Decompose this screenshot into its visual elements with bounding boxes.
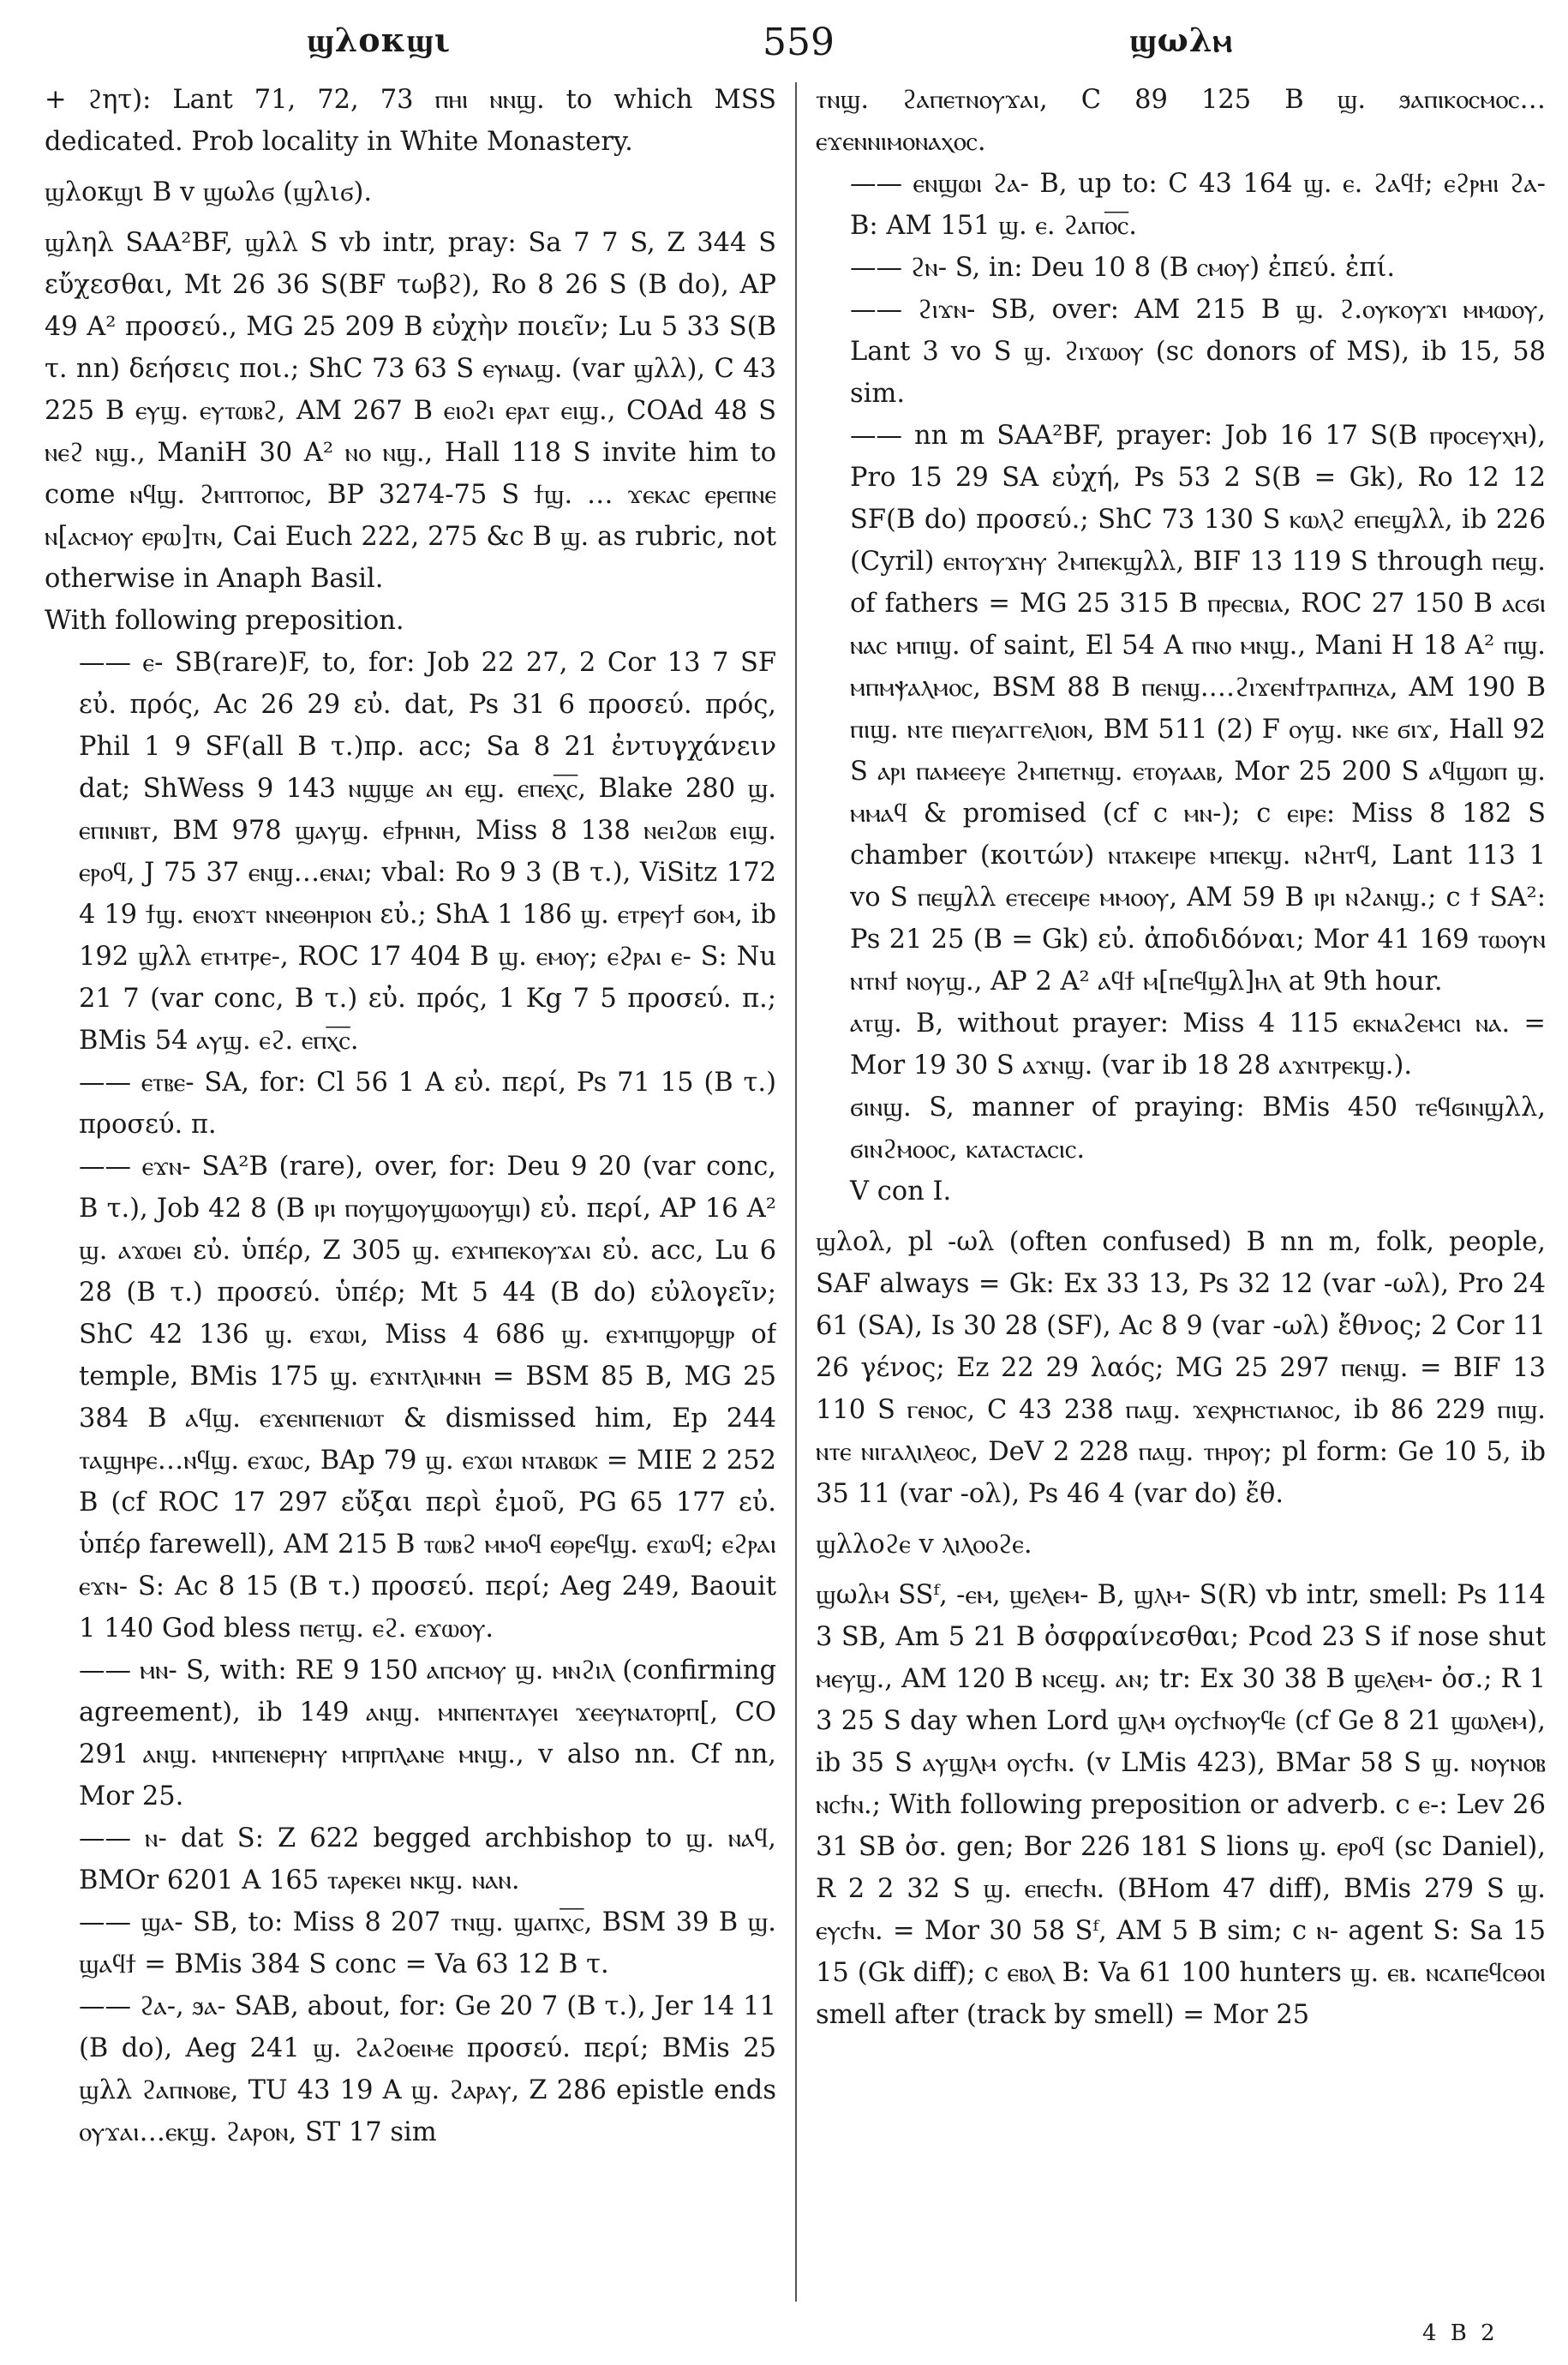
entry-shlloh: ϣλλοϩⲉ v ⲗⲓⲗⲟⲟϩⲉ. — [816, 1530, 1032, 1560]
entry-shlol: ϣλολ, pl -ωλ (often confused) B nn m, folk, people, SAF always = Gk: Ex 33 13, Ps 32 12 (var -ωλ), Pro 24 61 (SA), Is 30 28 (SF), Ac 8 9 (var -ωλ) ἔθνος; 2 Cor 11 26 γένος; Ez 22 29 λαός; MG 25 297 ⲡⲉⲛϣ. = BIF 13 110 S ⲅⲉⲛⲟⲥ, C 43 238 ⲡⲁϣ. ϫⲉⲭⲣⲏⲥⲧⲓⲁⲛⲟⲥ, ib 86 229 ⲡⲓϣ. ⲛⲧⲉ ⲛⲓⲅⲁⲗⲓⲗⲉⲟⲥ, DeV 2 228 ⲡⲁϣ. ⲧⲏⲣⲟⲩ; pl form: Ge 10 5, ib 35 11 (var -ολ), Ps 46 4 (var do) ἔθ. — [816, 1227, 1546, 1509]
sub-entry-hijn: —— ϩⲓϫⲛ- SB, over: AM 215 B ϣ. ϩ.ⲟⲩⲕⲟⲩϫⲓ ⲙⲙⲱⲟⲩ, Lant 3 vo S ϣ. ϩⲓϫⲱⲟⲩ (sc donors of MS), ib 15, 58 sim. — [850, 295, 1546, 409]
signature-mark: 4 B 2 — [1422, 2320, 1499, 2346]
right-column — [816, 79, 1546, 2307]
entry-sholm: ϣωλⲙ SSᶠ, -ⲉⲙ, ϣⲉⲗⲉⲙ- B, ϣⲗⲙ- S(R) vb intr, smell: Ps 114 3 SB, Am 5 21 B ὀσφραίνεσθαι; Pcod 23 S if nose shut ⲙⲉⲩϣ., AM 120 B ⲛⲥⲉϣ. ⲁⲛ; tr: Ex 30 38 B ϣⲉⲗⲉⲙ- ὀσ.; R 1 3 25 S day when Lord ϣⲗⲙ ⲟⲩⲥϯⲛⲟⲩϥⲉ (cf Ge 8 21 ϣⲱⲗⲉⲙ), ib 35 S ⲁⲩϣⲗⲙ ⲟⲩⲥϯⲛ. (v LMis 423), BMar 58 S ϣ. ⲛⲟⲩⲛⲟⲃ ⲛⲥϯⲛ.; With following preposition or adverb. c ⲉ-: Lev 26 31 SB ὀσ. gen; Bor 226 181 S lions ϣ. ⲉⲣⲟϥ (sc Daniel), R 2 2 32 S ϣ. ⲉⲡⲉⲥϯⲛ. (BHom 47 diff), BMis 279 S ϣ. ⲉⲩⲥϯⲛ. = Mor 30 58 Sᶠ, AM 5 B sim; c ⲛ- agent S: Sa 15 15 (Gk diff); c ⲉⲃⲟⲗ B: Va 61 100 hunters ϣ. ⲉⲃ. ⲛⲥⲁⲡⲉϥⲥⲑⲟⲓ smell after (track by smell) = Mor 25 — [816, 1580, 1546, 2030]
cross-reference: V con I. — [850, 1177, 952, 1206]
sub-entry-n-dat: —— ⲛ- dat S: Z 622 begged archbishop to ϣ. ⲛⲁϥ, BMOr 6201 A 165 ⲧⲁⲣⲉⲕⲉⲓ ⲛⲕϣ. ⲛⲁⲛ. — [79, 1823, 776, 1895]
sub-entry-ejn: —— ⲉϫⲛ- SA²B (rare), over, for: Deu 9 20 (var conc, B τ.), Job 42 8 (B ⲓⲣⲓ ⲡⲟⲩϣⲟⲩϣⲱⲟⲩϣⲓ) εὐ. περί, AP 16 A² ϣ. ⲁϫⲱⲉⲓ εὐ. ὑπέρ, Z 305 ϣ. ⲉϫⲙⲡⲉⲕⲟⲩϫⲁⲓ εὐ. acc, Lu 6 28 (B τ.) προσεύ. ὑπέρ; Mt 5 44 (B do) εὐλογεῖν; ShC 42 136 ϣ. ⲉϫⲱⲓ, Miss 4 686 ϣ. ⲉϫⲙⲡϣⲟⲣϣⲣ of temple, BMis 175 ϣ. ⲉϫⲛⲧⲗⲓⲙⲛⲏ = BSM 85 B, MG 25 384 B ⲁϥϣ. ⲉϫⲉⲛⲡⲉⲛⲓⲱⲧ & dismissed him, Ep 244 ⲧⲁϣⲏⲣⲉ…ⲛϥϣ. ⲉϫⲱⲥ, BAp 79 ϣ. ⲉϫⲱⲓ ⲛⲧⲁⲃⲱⲕ = MIE 2 252 B (cf ROC 17 297 εὔξαι περὶ ἐμοῦ, PG 65 177 εὐ. ὑπέρ farewell), AM 215 B ⲧⲱⲃϩ ⲙⲙⲟϥ ⲉⲑⲣⲉϥϣ. ⲉϫⲱϥ; ⲉϩⲣⲁⲓ ⲉϫⲛ- S: Ac 8 15 (B τ.) προσεύ. περί; Aeg 249, Baouit 1 140 God bless ⲡⲉⲧϣ. ⲉϩ. ⲉϫⲱⲟⲩ. — [79, 1152, 776, 1644]
sub-entry-nn-prayer: —— nn m SAA²BF, prayer: Job 16 17 S(B ⲡⲣⲟⲥⲉⲩⲭⲏ), Pro 15 29 SA εὐχή, Ps 53 2 S(B = Gk), Ro 12 12 SF(B do) προσεύ.; ShC 73 130 S ⲕⲱⲗϩ ⲉⲡⲉϣλλ, ib 226 (Cyril) ⲉⲛⲧⲟⲩϫⲏⲩ ϩⲙⲡⲉⲕϣλλ, BIF 13 119 S through ⲡⲉϣ. of fathers = MG 25 315 B ⲡⲣⲉⲥⲃⲓⲁ, ROC 27 150 B ⲁⲥϭⲓ ⲛⲁⲥ ⲙⲡⲓϣ. of saint, El 54 A ⲡⲛⲟ ⲙⲛϣ., Mani H 18 A² ⲡϣ. ⲙⲡⲙⲯⲁⲗⲙⲟⲥ, BSM 88 B ⲡⲉⲛϣ.…ϩⲓϫⲉⲛϯⲧⲣⲁⲡⲏⲍⲁ, AM 190 B ⲡⲓϣ. ⲛⲧⲉ ⲡⲓⲉⲩⲁⲅⲅⲉⲗⲓⲟⲛ, BM 511 (2) F ⲟⲩϣ. ⲛⲕⲉ ϭⲓϫ, Hall 92 S ⲁⲣⲓ ⲡⲁⲙⲉⲉⲩⲉ ϩⲙⲡⲉⲧⲛϣ. ⲉⲧⲟⲩⲁⲁⲃ, Mor 25 200 S ⲁϥϣⲱⲡ ϣ. ⲙⲙⲁϥ & promised (cf c ⲙⲛ-); c ⲉⲓⲣⲉ: Miss 8 182 S chamber (κοιτών) ⲛⲧⲁⲕⲉⲓⲣⲉ ⲙⲡⲉⲕϣ. ⲛϩⲏⲧϥ, Lant 113 1 vo S ⲡⲉϣλλ ⲉⲧⲉⲥⲉⲓⲣⲉ ⲙⲙⲟⲟⲩ, AM 59 B ⲓⲣⲓ ⲛϩⲁⲛϣ.; c ϯ SA²: Ps 21 25 (B = Gk) εὐ. ἀποδιδόναι; Mor 41 169 ⲧⲱⲟⲩⲛ ⲛⲧⲛϯ ⲛⲟⲩϣ., AP 2 A² ⲁϥϯ ⲙ[ⲡⲉϥϣλ]ⲏⲗ at 9th hour. — [850, 421, 1546, 997]
page-number: 559 — [763, 21, 835, 64]
sub-entry-sha: —— ϣⲁ- SB, to: Miss 8 207 ⲧⲛϣ. ϣⲁⲡⲭ︦ⲥ︦, BSM 39 B ϣ. ϣⲁϥϯ = BMis 384 S conc = Va 63 12 B τ. — [79, 1907, 776, 1979]
sub-entry-etbe: —— ⲉⲧⲃⲉ- SA, for: Cl 56 1 A εὐ. περί, Ps 71 15 (B τ.) προσεύ. π. — [79, 1068, 776, 1140]
sub-entry-mn: —— ⲙⲛ- S, with: RE 9 150 ⲁⲡⲥⲙⲟⲩ ϣ. ⲙⲛϩⲓⲗ (confirming agreement), ib 149 ⲁⲛϣ. ⲙⲛⲡⲉⲛⲧⲁⲩⲉⲓ ϫⲉⲉⲩⲛⲁⲧⲟⲣⲡ[, CO 291 ⲁⲛϣ. ⲙⲛⲡⲉⲛⲉⲣⲏⲩ ⲙⲡⲣⲡⲗⲁⲛⲉ ⲙⲛϣ., v also nn. Cf nn, Mor 25. — [79, 1656, 776, 1811]
sub-entry-e: —— ⲉ- SB(rare)F, to, for: Job 22 27, 2 Cor 13 7 SF εὐ. πρός, Ac 26 29 εὐ. dat, Ps 31 6 προσεύ. πρός, Phil 1 9 SF(all B τ.)πρ. acc; Sa 8 21 ἐντυγχάνειν dat; ShWess 9 143 ⲛϣϣⲉ ⲁⲛ ⲉϣ. ⲉⲡⲉⲭ︦ⲥ︦, Blake 280 ϣ. ⲉⲡⲓⲛⲓⲃⲧ, BM 978 ϣⲁⲩϣ. ⲉϯⲣⲏⲛⲏ, Miss 8 138 ⲛⲉⲓϩⲱⲃ ⲉⲓϣ. ⲉⲣⲟϥ, J 75 37 ⲉⲛϣ…ⲉⲛⲁⲓ; vbal: Ro 9 3 (B τ.), ViSitz 172 4 19 ϯϣ. ⲉⲛⲟϫⲧ ⲛⲛⲉⲑⲏⲣⲓⲟⲛ εὐ.; ShA 1 186 ϣ. ⲉⲧⲣⲉⲩϯ ϭⲟⲙ, ib 192 ϣλλ ⲉⲧⲙⲧⲣⲉ-, ROC 17 404 B ϣ. ⲉⲙⲟⲩ; ⲉϩⲣⲁⲓ ⲉ- S: Nu 21 7 (var conc, B τ.) εὐ. πρός, 1 Kg 7 5 προσεύ. π.; BMis 54 ⲁⲩϣ. ⲉϩ. ⲉⲡⲭ︦ⲥ︦. — [79, 648, 776, 1056]
entry-shlokshi: ϣλοκϣι B v ϣωλϭ (ϣλιϭ). — [45, 177, 373, 207]
page-header — [0, 17, 1568, 69]
column-divider — [795, 82, 797, 2302]
sub-entry-ginsh: ϭⲓⲛϣ. S, manner of praying: BMis 450 ⲧⲉϥϭⲓⲛϣλλ, ϭⲓⲛϩⲙⲟⲟⲥ, ⲕⲁⲧⲁⲥⲧⲁⲥⲓⲥ. — [850, 1093, 1546, 1165]
right-running-headword: ϣωλⲙ — [1129, 21, 1233, 59]
sub-entry-hn: —— ϩⲛ- S, in: Deu 10 8 (B ⲥⲙⲟⲩ) ἐπεύ. ἐπί. — [850, 253, 1396, 283]
sub-entry-enshoi-ha: —— ⲉⲛϣⲱⲓ ϩⲁ- B, up to: C 43 164 ϣ. ⲉ. ϩⲁϥϯ; ⲉϩⲣⲏⲓ ϩⲁ- B: AM 151 ϣ. ⲉ. ϩⲁⲡⲟ︦ⲥ︦. — [850, 169, 1546, 241]
left-running-headword: ϣλοκϣι — [307, 21, 452, 59]
sub-entry-atsh: ⲁⲧϣ. B, without prayer: Miss 4 115 ⲉⲕⲛⲁϩⲉⲙⲥⲓ ⲛⲁ. = Mor 19 30 S ⲁϫⲛϣ. (var ib 18 28 ⲁϫⲛⲧⲣⲉⲕϣ.). — [850, 1009, 1546, 1081]
entry-continuation: + ϩητ): Lant 71, 72, 73 ⲡⲏⲓ ⲛⲛϣ. to which MSS dedicated. Prob locality in White Monastery. — [45, 85, 776, 157]
entry-shlel: ϣληλ SAA²BF, ϣλλ S vb intr, pray: Sa 7 7 S, Z 344 S εὔχεσθαι, Mt 26 36 S(BF τωβϩ), Ro 8 26 S (B do), AP 49 A² προσεύ., MG 25 209 B εὐχὴν ποιεῖν; Lu 5 33 S(B τ. nn) δεήσεις ποι.; ShC 73 63 S ⲉⲩⲛⲁϣ. (var ϣλλ), C 43 225 B ⲉⲩϣ. ⲉⲩⲧⲱⲃϩ, AM 267 B ⲉⲓⲟϩⲓ ⲉⲣⲁⲧ ⲉⲓϣ., COAd 48 S ⲛⲉϩ ⲛϣ., ManiH 30 A² ⲛⲟ ⲛϣ., Hall 118 S invite him to come ⲛϥϣ. ϩⲙⲡⲧⲟⲡⲟⲥ, BP 3274-75 S ϯϣ. … ϫⲉⲕⲁⲥ ⲉⲣⲉⲡⲛⲉ ⲛ[ⲁⲥⲙⲟⲩ ⲉⲣⲱ]ⲧⲛ, Cai Euch 222, 275 &c B ϣ. as rubric, not otherwise in Anaph Basil. — [45, 228, 776, 594]
section-note: With following preposition. — [45, 606, 404, 636]
entry-continuation: ⲧⲛϣ. ϩⲁⲡⲉⲧⲛⲟⲩϫⲁⲓ, C 89 125 B ϣ. ϧⲁⲡⲓⲕⲟⲥⲙⲟⲥ… ⲉϫⲉⲛⲛⲓⲙⲟⲛⲁⲭⲟⲥ. — [816, 85, 1546, 157]
left-column — [45, 79, 776, 2307]
sub-entry-ha: —— ϩⲁ-, ϧⲁ- SAB, about, for: Ge 20 7 (B τ.), Jer 14 11 (B do), Aeg 241 ϣ. ϩⲁϩⲟⲉⲓⲙⲉ προσεύ. περί; BMis 25 ϣλλ ϩⲁⲡⲛⲟⲃⲉ, TU 43 19 A ϣ. ϩⲁⲣⲁⲩ, Z 286 epistle ends ⲟⲩϫⲁⲓ…ⲉⲕϣ. ϩⲁⲣⲟⲛ, ST 17 sim — [79, 1991, 776, 2147]
